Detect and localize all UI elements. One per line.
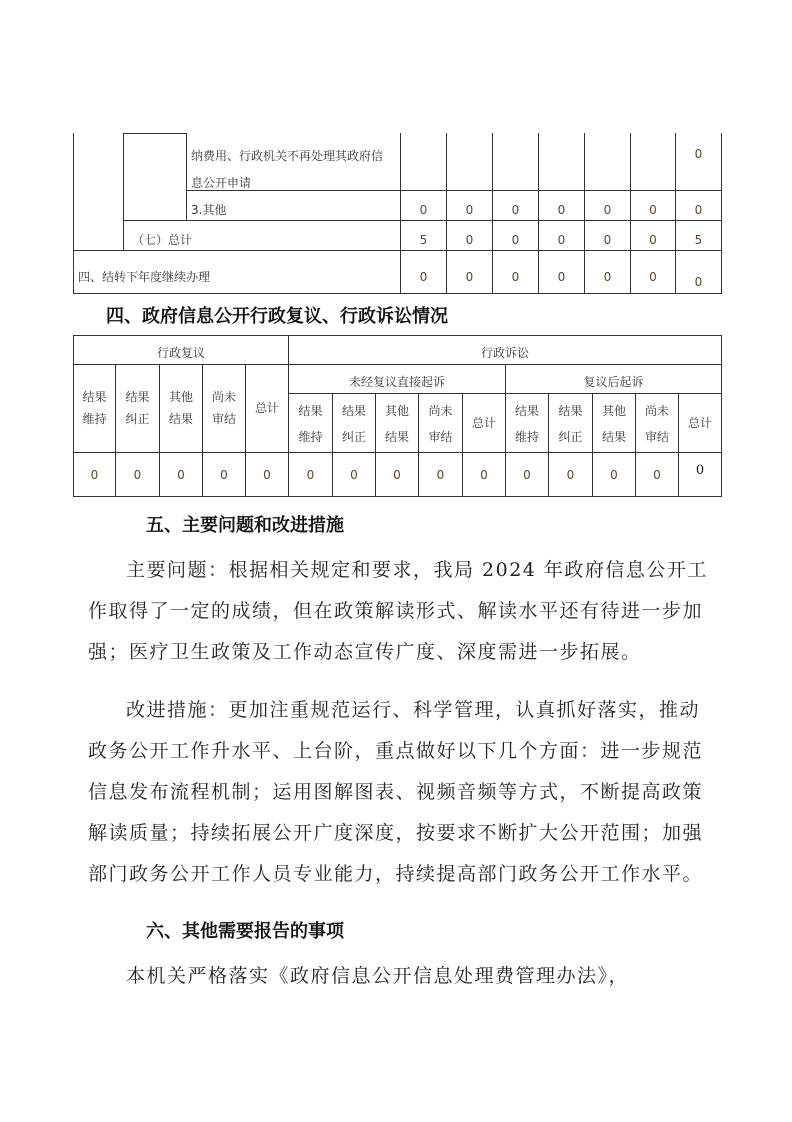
table1-cell: 0 [419, 203, 428, 217]
direct-suit-header: 未经复议直接起诉 [348, 375, 445, 389]
table1-cell: 0 [649, 233, 657, 247]
value-cell: 0 [220, 467, 228, 482]
table1-cell: 0 [557, 270, 566, 284]
column-label: 结果 维持 [82, 390, 107, 426]
table1-row-label-line: 息公开申请 [191, 176, 252, 190]
table2-border-bottom [73, 496, 722, 497]
table1-cell: 0 [603, 233, 612, 247]
column-label: 结果 纠正 [125, 390, 150, 426]
table1-cell: 0 [694, 203, 703, 217]
column-label: 结果 纠正 [558, 404, 583, 444]
table1-cell: 0 [465, 203, 474, 217]
column-label: 结果 维持 [514, 404, 539, 444]
column-label: 结果 维持 [298, 404, 323, 444]
value-cell: 0 [263, 467, 271, 482]
table1-cell: 0 [694, 147, 703, 161]
table1-border-bottom [73, 293, 722, 294]
value-cell: 0 [653, 467, 661, 482]
value-cell: 0 [695, 463, 705, 478]
admin-review-header: 行政复议 [156, 346, 205, 360]
table1-cell: 0 [465, 233, 474, 247]
section6-heading: 六、其他需要报告的事项 [146, 921, 344, 942]
table2-border-top [73, 335, 722, 336]
column-label: 其他 结果 [601, 404, 626, 444]
column-label: 其他 结果 [384, 404, 409, 444]
column-label: 总计 [254, 401, 279, 415]
value-cell: 0 [610, 467, 618, 482]
table1-cell: 0 [511, 270, 520, 284]
table1-cell: 0 [557, 233, 566, 247]
column-label: 尚未 审结 [211, 390, 236, 426]
value-cell: 0 [133, 467, 142, 482]
table1-row-label: 四、结转下年度继续办理 [78, 270, 211, 284]
table1-cell: 0 [603, 270, 612, 284]
table1-cell: 0 [511, 233, 520, 247]
section6-paragraph: 本机关严格落实《政府信息公开信息处理费管理办法》， [126, 965, 630, 987]
column-label: 总计 [471, 416, 496, 430]
admin-litigation-header: 行政诉讼 [480, 346, 529, 360]
table1-divider [123, 133, 187, 134]
table1-cell: 5 [419, 233, 428, 247]
value-cell: 0 [350, 467, 358, 482]
value-cell: 0 [306, 467, 315, 482]
table1-cell: 0 [694, 275, 703, 289]
value-cell: 0 [480, 467, 488, 482]
value-cell: 0 [90, 467, 99, 482]
table1-cell: 0 [419, 270, 428, 284]
column-label: 总计 [687, 416, 712, 430]
table1-cell: 0 [465, 270, 474, 284]
table1-cell: 0 [603, 203, 612, 217]
after-review-suit-header: 复议后起诉 [583, 375, 644, 389]
section4-heading: 四、政府信息公开行政复议、行政诉讼情况 [106, 306, 448, 327]
table1-border-right [721, 133, 722, 294]
table1-row-label [191, 143, 383, 197]
table1-cell: 0 [649, 203, 657, 217]
table1-cell: 0 [649, 270, 657, 284]
column-label: 尚未 审结 [644, 404, 669, 444]
value-cell: 0 [436, 467, 445, 482]
column-label: 尚未 审结 [428, 404, 453, 444]
table1-row-label: （七）总计 [132, 233, 193, 247]
measures-paragraph: 改进措施：更加注重规范运行、科学管理，认真抓好落实，推动政务公开工作升水平、上台阶，重点做好以下几个方面：进一步规范信息发布流程机制；运用图解图表、视频音频等方式，不断提高政策解读质量；持续拓展公开广度深度，按要求不断扩大公开范围；加强部门政务公开工作人员专业能力，持续提高部门政务公开工作水平。 [88, 699, 704, 885]
problems-paragraph: 主要问题：根据相关规定和要求，我局 2024 年政府信息公开工作取得了一定的成绩，但在政策解读形式、解读水平还有待进一步加强；医疗卫生政策及工作动态宣传广度、深度需进一步拓展。 [88, 559, 708, 663]
table1-divider [123, 133, 124, 251]
value-cell: 0 [523, 467, 531, 482]
table2-border-right [721, 335, 722, 497]
table1-cell: 0 [557, 203, 566, 217]
value-cell: 0 [393, 467, 401, 482]
column-label: 其他 结果 [168, 390, 193, 426]
value-cell: 0 [566, 467, 575, 482]
table1-row-label-line: 纳费用、行政机关不再处理其政府信 [191, 149, 384, 163]
section5-heading: 五、主要问题和改进措施 [146, 515, 344, 536]
table1-cell: 5 [694, 233, 703, 247]
table1-cell: 0 [511, 203, 520, 217]
column-label: 结果 纠正 [341, 404, 366, 444]
value-cell: 0 [177, 467, 185, 482]
table1-row-label: 3.其他 [191, 203, 227, 217]
